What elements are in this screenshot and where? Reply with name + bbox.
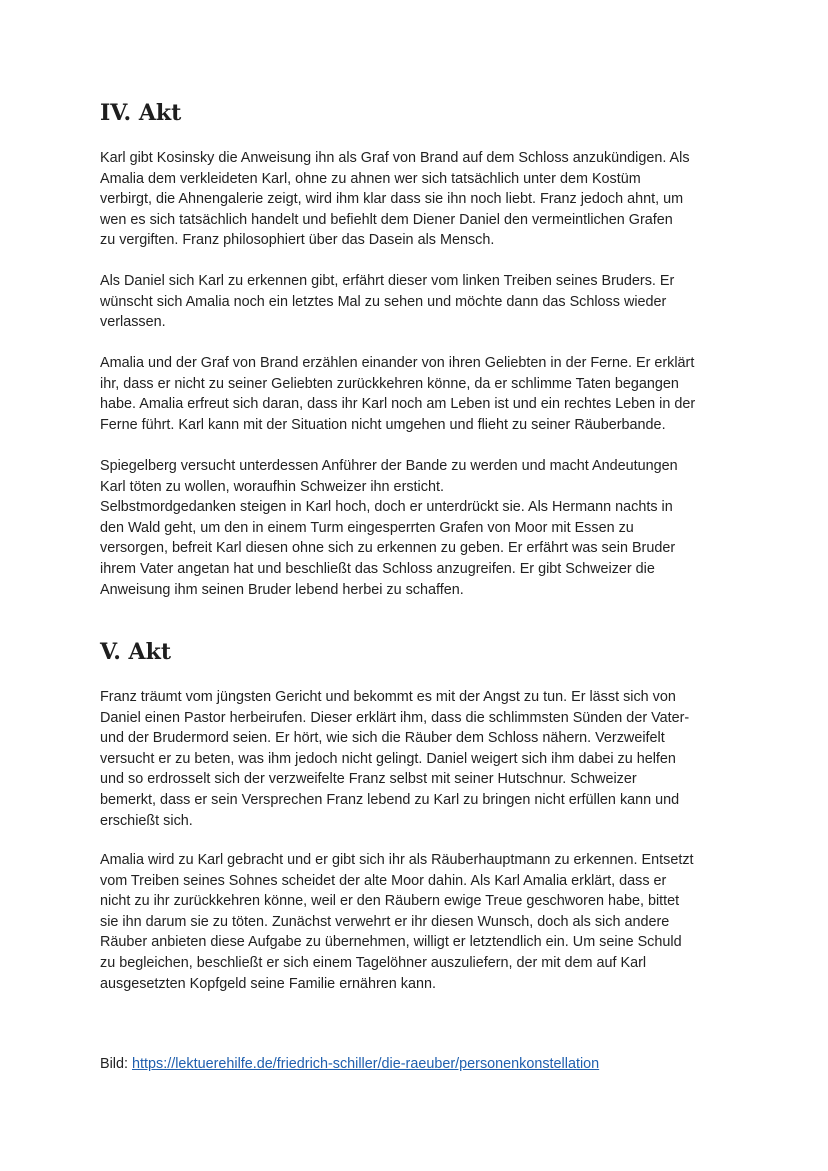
image-source-line	[100, 1054, 599, 1075]
text-line: Ferne führt. Karl kann mit der Situation nicht umgehen und flieht zu seiner Räuberbande.	[100, 416, 666, 433]
text-line: verlassen.	[100, 314, 166, 331]
text-line: nicht zu ihr zurückkehren könne, weil er den Räubern ewige Treue geschworen habe, bittet	[100, 893, 680, 910]
paragraph-act5-1	[100, 687, 736, 831]
source-label: Bild:	[100, 1056, 132, 1072]
text-line: bemerkt, dass er sein Versprechen Franz lebend zu Karl zu bringen nicht erfüllen kann und	[100, 791, 680, 808]
text-line: ihr, dass er nicht zu seiner Geliebten zurückkehren könne, da er schlimme Taten begangen	[100, 375, 679, 392]
text-line: sie ihn darum sie zu töten. Zunächst verwehrt er ihr diesen Wunsch, doch als sich andere	[100, 913, 670, 930]
text-line: und so erdrosselt sich der verzweifelte Franz selbst mit seiner Hutschnur. Schweizer	[100, 771, 637, 788]
text-line: erschießt sich.	[100, 812, 193, 829]
text-line: Spiegelberg versucht unterdessen Anführer der Bande zu werden und macht Andeutungen	[100, 458, 678, 474]
text-line: zu begleichen, beschließt er sich einem Tagelöhner auszuliefern, der mit dem auf Karl	[100, 954, 647, 971]
text-line: Amalia und der Graf von Brand erzählen einander von ihren Geliebten in der Ferne. Er erklärt	[100, 355, 695, 371]
paragraph-act4-2	[100, 271, 736, 333]
text-line: ihrem Vater angetan hat und beschließt das Schloss anzugreifen. Er gibt Schweizer die	[100, 560, 655, 577]
text-line: Amalia dem verkleideten Karl, ohne zu ahnen wer sich tatsächlich unter dem Kostüm	[100, 170, 641, 187]
paragraph-act5-2	[100, 850, 736, 994]
paragraph-act4-1	[100, 148, 736, 251]
section-heading-act-5: V. Akt	[100, 639, 172, 665]
text-line: habe. Amalia erfreut sich daran, dass ihr Karl noch am Leben ist und ein rechtes Leben in der	[100, 396, 696, 413]
text-line: Karl töten zu wollen, woraufhin Schweizer ihn ersticht.	[100, 478, 444, 495]
text-line: verbirgt, die Ahnengalerie zeigt, wird ihm klar dass sie ihn noch liebt. Franz jedoch ahnt, um	[100, 191, 684, 208]
text-line: und der Brudermord seien. Er hört, wie sich die Räuber dem Schloss nähern. Verzweifelt	[100, 730, 665, 747]
source-link[interactable]: https://lektuerehilfe.de/friedrich-schiller/die-raeuber/personenkonstellation	[132, 1056, 600, 1072]
text-line: Anweisung ihm seinen Bruder lebend herbei zu schaffen.	[100, 581, 464, 598]
paragraph-act4-3	[100, 353, 736, 435]
text-line: wen es sich tatsächlich handelt und befiehlt dem Diener Daniel den vermeintlichen Grafen	[100, 211, 673, 228]
text-line: Als Daniel sich Karl zu erkennen gibt, erfährt dieser vom linken Treiben seines Bruders. Er	[100, 273, 675, 289]
text-line: den Wald geht, um den in einem Turm eingesperrten Grafen von Moor mit Essen zu	[100, 519, 634, 536]
text-line: versorgen, befreit Karl diesen ohne sich zu erkennen zu geben. Er erfährt was sein Bruder	[100, 540, 676, 557]
text-line: zu vergiften. Franz philosophiert über das Dasein als Mensch.	[100, 232, 495, 249]
section-heading-act-4: IV. Akt	[100, 100, 182, 126]
text-line: Karl gibt Kosinsky die Anweisung ihn als Graf von Brand auf dem Schloss anzukündigen. Als	[100, 150, 690, 166]
text-line: ausgesetzten Kopfgeld seine Familie ernähren kann.	[100, 975, 436, 992]
text-line: vom Treiben seines Sohnes scheidet der alte Moor dahin. Als Karl Amalia erklärt, dass er	[100, 872, 667, 889]
text-line: versucht er zu beten, was ihm jedoch nicht gelingt. Daniel weigert sich ihm dabei zu helfen	[100, 750, 676, 767]
text-line: Franz träumt vom jüngsten Gericht und bekommt es mit der Angst zu tun. Er lässt sich von	[100, 689, 676, 705]
text-line: wünscht sich Amalia noch ein letztes Mal zu sehen und möchte dann das Schloss wieder	[100, 293, 667, 310]
text-line: Amalia wird zu Karl gebracht und er gibt sich ihr als Räuberhauptmann zu erkennen. Entsetzt	[100, 852, 694, 868]
text-line: Räuber anbieten diese Aufgabe zu übernehmen, willigt er letztendlich ein. Um seine Schuld	[100, 934, 682, 951]
text-line: Selbstmordgedanken steigen in Karl hoch, doch er unterdrückt sie. Als Hermann nachts in	[100, 499, 673, 516]
text-line: Daniel einen Pastor herbeirufen. Dieser erklärt ihm, dass die schlimmsten Sünden der Vater-	[100, 709, 690, 726]
paragraph-act4-4	[100, 456, 736, 600]
